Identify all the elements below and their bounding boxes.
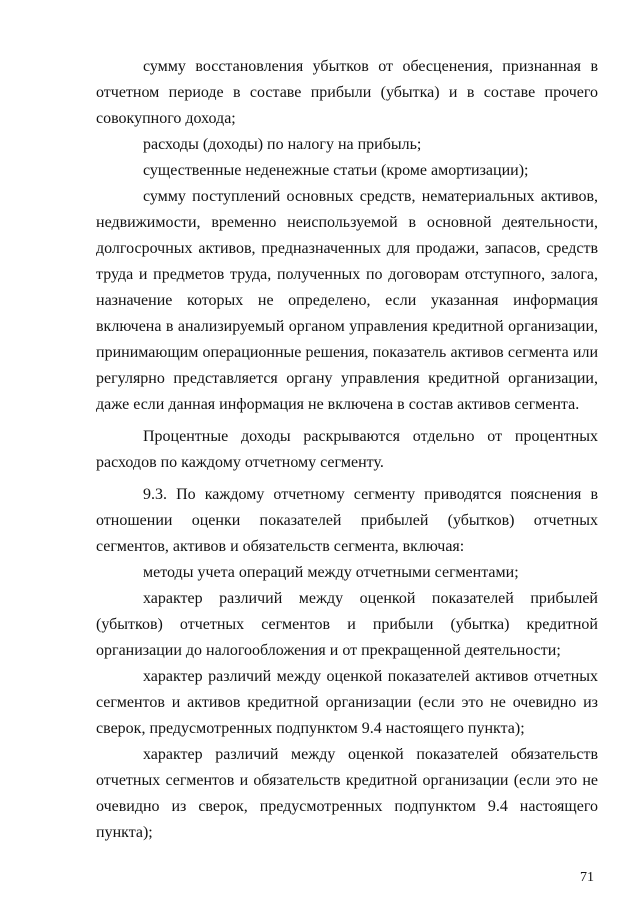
paragraph-asset-receipts: сумму поступлений основных средств, нематериальных активов, недвижимости, временно неиспользуемой в основной деятельности, долгосрочных активов, предназначенных для продажи, запасов, средств труда и предметов труда, полученных по договорам отступного, залога, назначение которых не определено, если указанная информация включена в анализируемый органом управления кредитной организации, принимающим операционные решения, показатель активов сегмента или регулярно представляется органу управления кредитной организации, даже если данная информация не включена в состав активов сегмента. xyxy=(96,188,598,413)
paragraph-interest-income: Процентные доходы раскрываются отдельно от процентных расходов по каждому отчетному сегменту. xyxy=(96,428,598,471)
paragraph-non-cash-items: существенные неденежные статьи (кроме амортизации); xyxy=(143,162,529,179)
paragraph-income-tax: расходы (доходы) по налогу на прибыль; xyxy=(143,136,422,153)
document-page xyxy=(96,54,598,846)
paragraph-section-9-3: 9.3. По каждому отчетному сегменту приводятся пояснения в отношении оценки показателей прибылей (убытков) отчетных сегментов, активов и обязательств сегмента, включая: xyxy=(96,486,598,555)
paragraph-profit-differences: характер различий между оценкой показателей прибылей (убытков) отчетных сегментов и прибыли (убытка) кредитной организации до налогообложения и от прекращенной деятельности; xyxy=(96,590,598,659)
page-number: 71 xyxy=(580,870,594,885)
paragraph-liability-differences: характер различий между оценкой показателей обязательств отчетных сегментов и обязательств кредитной организации (если это не очевидно из сверок, предусмотренных подпунктом 9.4 настоящего пункта); xyxy=(96,746,598,841)
paragraph-asset-differences: характер различий между оценкой показателей активов отчетных сегментов и активов кредитной организации (если это не очевидно из сверок, предусмотренных подпунктом 9.4 настоящего пункта); xyxy=(96,668,598,737)
paragraph-impairment-reversal: сумму восстановления убытков от обесценения, признанная в отчетном периоде в составе прибыли (убытка) и в составе прочего совокупного дохода; xyxy=(96,58,598,127)
paragraph-accounting-methods: методы учета операций между отчетными сегментами; xyxy=(143,564,519,581)
